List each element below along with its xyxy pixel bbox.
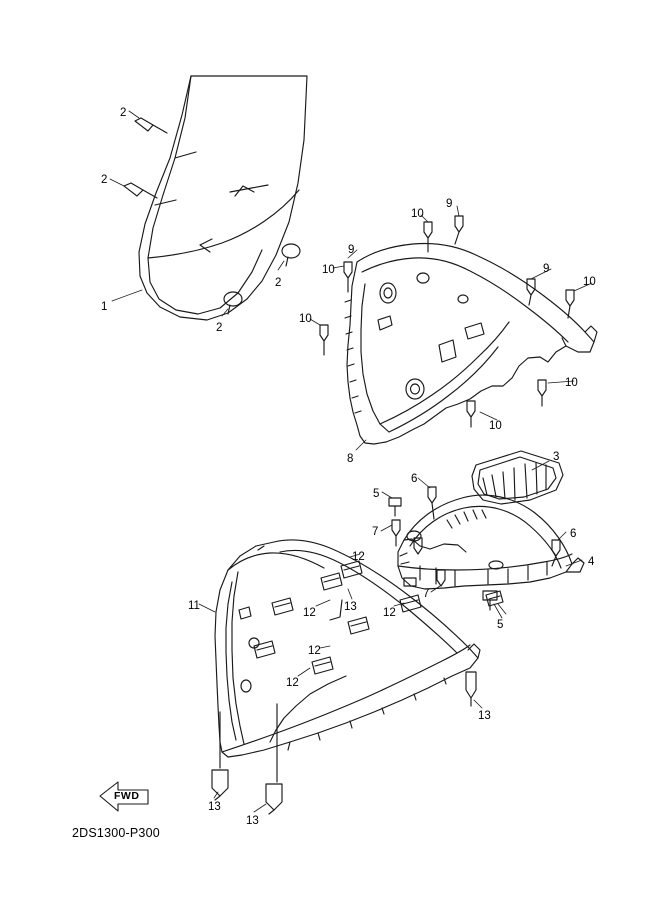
- callout-10: 10: [489, 420, 502, 432]
- callout-10: 10: [322, 264, 335, 276]
- windshield-screws: [124, 118, 300, 314]
- callout-9: 9: [348, 244, 355, 256]
- upper-trim-part3: [472, 451, 563, 504]
- callout-8: 8: [347, 453, 354, 465]
- callout-13: 13: [478, 710, 491, 722]
- callout-12: 12: [308, 645, 321, 657]
- callout-1: 1: [101, 301, 108, 313]
- windshield-outline: [139, 76, 307, 320]
- callout-11: 11: [188, 600, 200, 612]
- callout-6: 6: [411, 473, 418, 485]
- part-code-label: 2DS1300-P300: [72, 826, 160, 840]
- callout-13: 13: [246, 815, 259, 827]
- callout-7: 7: [372, 526, 379, 538]
- callout-2: 2: [216, 322, 223, 334]
- inner-cowling-panel: [345, 244, 597, 445]
- inner-duct-part4: [398, 495, 584, 589]
- callout-10: 10: [411, 208, 424, 220]
- callout-9: 9: [446, 198, 453, 210]
- callout-10: 10: [299, 313, 312, 325]
- callout-4: 4: [588, 556, 595, 568]
- callout-3: 3: [553, 451, 560, 463]
- callout-13: 13: [344, 601, 357, 613]
- callout-12: 12: [286, 677, 299, 689]
- callout-13: 13: [208, 801, 221, 813]
- callout-6: 6: [570, 528, 577, 540]
- callout-10: 10: [565, 377, 578, 389]
- callout-5: 5: [373, 488, 380, 500]
- callout-12: 12: [352, 551, 365, 563]
- fwd-label-text: FWD: [114, 790, 140, 802]
- callout-2: 2: [275, 277, 282, 289]
- cowling-clips: [212, 561, 503, 814]
- panel-fasteners: [320, 216, 574, 427]
- callout-12: 12: [383, 607, 396, 619]
- callout-5: 5: [497, 619, 504, 631]
- callout-2: 2: [101, 174, 108, 186]
- duct-fasteners: [389, 487, 560, 610]
- callout-2: 2: [120, 107, 127, 119]
- callout-9: 9: [543, 263, 550, 275]
- callout-10: 10: [583, 276, 596, 288]
- fwd-direction-marker: [96, 782, 152, 812]
- callout-7: 7: [423, 588, 430, 600]
- callout-12: 12: [303, 607, 316, 619]
